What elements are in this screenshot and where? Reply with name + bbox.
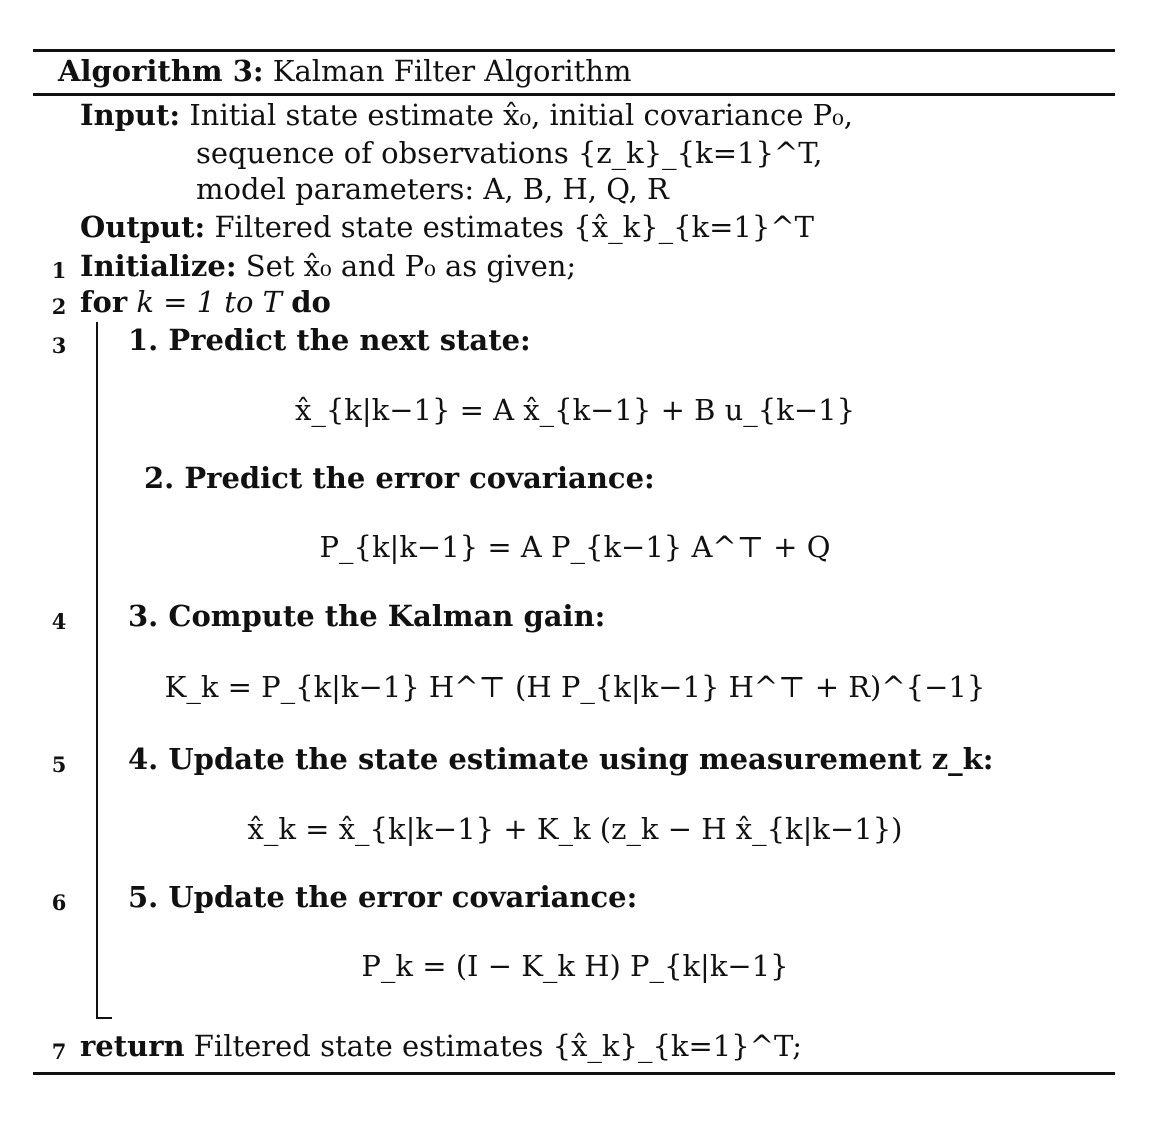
step-2-equation: P_{k|k−1} = A P_{k−1} A^⊤ + Q xyxy=(319,530,831,564)
line-number-2: 2 xyxy=(51,294,67,319)
input-line-3: model parameters: A, B, H, Q, R xyxy=(196,172,669,206)
for-range: k = 1 to T xyxy=(136,285,282,319)
algorithm-caption xyxy=(58,54,632,88)
return-keyword: return xyxy=(80,1029,185,1063)
line-number-1: 1 xyxy=(51,258,67,283)
init-text: Set x̂₀ and P₀ as given; xyxy=(245,249,577,283)
step-1-title: 1. Predict the next state: xyxy=(128,323,531,357)
init-line xyxy=(80,249,577,283)
init-keyword: Initialize: xyxy=(80,249,237,283)
output-text: Filtered state estimates {x̂_k}_{k=1}^T xyxy=(214,210,814,244)
bottom-rule xyxy=(33,1072,1115,1075)
input-label: Input: xyxy=(80,98,181,132)
line-number-3: 3 xyxy=(51,333,67,358)
line-number-4: 4 xyxy=(51,609,67,634)
algorithm-title: Kalman Filter Algorithm xyxy=(272,54,632,88)
for-keyword: for xyxy=(80,285,128,319)
input-line-1 xyxy=(80,98,853,132)
line-number-5: 5 xyxy=(51,752,67,777)
loop-body-end xyxy=(96,1017,112,1019)
line-number-6: 6 xyxy=(51,890,67,915)
step-1-equation: x̂_{k|k−1} = A x̂_{k−1} + B u_{k−1} xyxy=(294,393,856,427)
do-keyword: do xyxy=(291,285,331,319)
step-2-title: 2. Predict the error covariance: xyxy=(144,461,655,495)
input-line-2: sequence of observations {z_k}_{k=1}^T, xyxy=(196,136,823,170)
step-5-equation: P_k = (I − K_k H) P_{k|k−1} xyxy=(361,949,789,983)
return-line xyxy=(80,1029,803,1063)
step-3-title: 3. Compute the Kalman gain: xyxy=(128,599,606,633)
input-text-1: Initial state estimate x̂₀, initial covariance P₀, xyxy=(189,98,853,132)
step-5-title: 5. Update the error covariance: xyxy=(128,880,638,914)
step-4-equation: x̂_k = x̂_{k|k−1} + K_k (z_k − H x̂_{k|k−1}) xyxy=(247,812,903,846)
output-label: Output: xyxy=(80,210,206,244)
caption-rule xyxy=(33,93,1115,96)
line-number-7: 7 xyxy=(51,1039,67,1064)
algorithm-label: Algorithm 3: xyxy=(58,54,264,88)
step-4-title: 4. Update the state estimate using measurement z_k: xyxy=(128,742,994,776)
for-line xyxy=(80,285,331,319)
step-3-equation: K_k = P_{k|k−1} H^⊤ (H P_{k|k−1} H^⊤ + R)^{−1} xyxy=(164,670,986,704)
output-line xyxy=(80,210,814,244)
return-text: Filtered state estimates {x̂_k}_{k=1}^T; xyxy=(193,1029,803,1063)
loop-body-bar xyxy=(96,322,98,1019)
top-rule xyxy=(33,49,1115,52)
